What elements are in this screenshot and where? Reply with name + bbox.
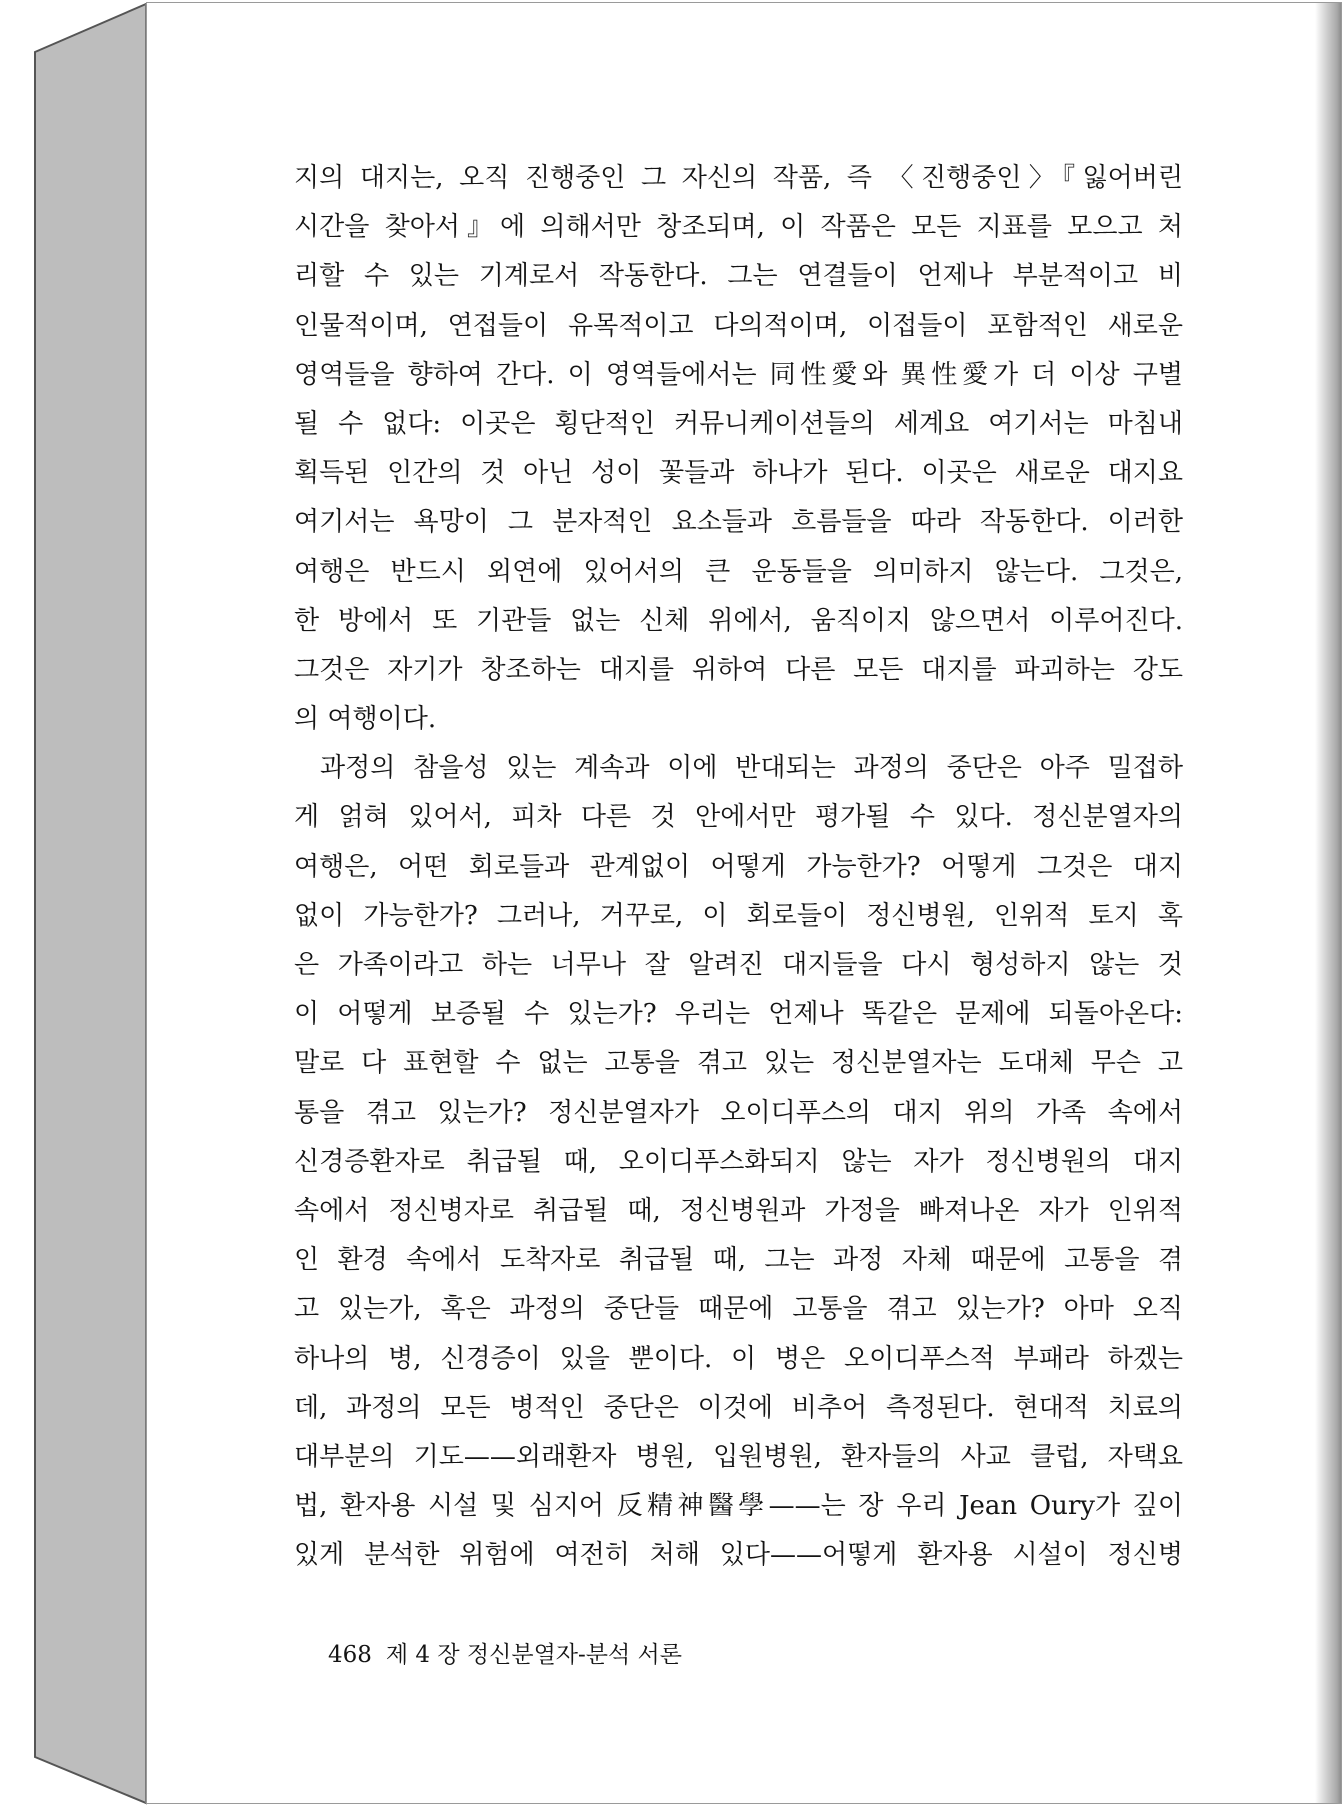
text-line: 은 가족이라고 하는 너무나 잘 알려진 대지들을 다시 형성하지 않는 것: [294, 950, 1183, 980]
text-line: 될 수 없다: 이곳은 횡단적인 커뮤니케이션들의 세계요 여기서는 마침내: [294, 408, 1183, 439]
page-number: 468: [328, 1642, 372, 1668]
text-line: 통을 겪고 있는가? 정신분열자가 오이디푸스의 대지 위의 가족 속에서: [294, 1097, 1183, 1128]
book-spine: [35, 4, 146, 1803]
paragraph: [294, 744, 1183, 1580]
text-line: 여행은 반드시 외연에 있어서의 큰 운동들을 의미하지 않는다. 그것은,: [294, 556, 1183, 587]
text-line: 지의 대지는, 오직 진행중인 그 자신의 작품, 즉 〈진행중인〉『잃어버린: [294, 163, 1183, 193]
text-line: 법, 환자용 시설 및 심지어 反精神醫學——는 장 우리 Jean Oury가 깊이: [294, 1491, 1183, 1522]
text-line: 여행은, 어떤 회로들과 관계없이 어떻게 가능한가? 어떻게 그것은 대지: [294, 851, 1183, 882]
text-line: 의 여행이다.: [294, 704, 437, 735]
text-line: 신경증환자로 취급될 때, 오이디푸스화되지 않는 자가 정신병원의 대지: [294, 1146, 1183, 1177]
text-line: 있게 분석한 위험에 여전히 처해 있다——어떻게 환자용 시설이 정신병: [294, 1540, 1183, 1571]
text-line: 이 어떻게 보증될 수 있는가? 우리는 언제나 똑같은 문제에 되돌아온다:: [294, 999, 1183, 1030]
text-line: 영역들을 향하여 간다. 이 영역들에서는 同性愛와 異性愛가 더 이상 구별: [294, 359, 1183, 390]
text-line: 게 얽혀 있어서, 피차 다른 것 안에서만 평가될 수 있다. 정신분열자의: [294, 802, 1183, 833]
text-line: 시간을 찾아서』에 의해서만 창조되며, 이 작품은 모든 지표를 모으고 처: [294, 212, 1183, 243]
text-line: 인물적이며, 연접들이 유목적이고 다의적이며, 이접들이 포함적인 새로운: [294, 310, 1183, 341]
page-body-text: [294, 154, 1183, 1580]
text-line: 한 방에서 또 기관들 없는 신체 위에서, 움직이지 않으면서 이루어진다.: [294, 605, 1183, 636]
text-line: 데, 과정의 모든 병적인 중단은 이것에 비추어 측정된다. 현대적 치료의: [294, 1392, 1183, 1423]
text-line: 그것은 자기가 창조하는 대지를 위하여 다른 모든 대지를 파괴하는 강도: [294, 654, 1183, 685]
text-line: 속에서 정신병자로 취급될 때, 정신병원과 가정을 빠져나온 자가 인위적: [294, 1195, 1183, 1226]
text-line: 여기서는 욕망이 그 분자적인 요소들과 흐름들을 따라 작동한다. 이러한: [294, 507, 1183, 538]
text-line: 획득된 인간의 것 아닌 성이 꽃들과 하나가 된다. 이곳은 새로운 대지요: [294, 458, 1183, 489]
text-line: 말로 다 표현할 수 없는 고통을 겪고 있는 정신분열자는 도대체 무슨 고: [294, 1048, 1183, 1079]
paragraph: [294, 154, 1183, 744]
text-line: 대부분의 기도——외래환자 병원, 입원병원, 환자들의 사교 클럽, 자택요: [294, 1441, 1183, 1472]
text-line: 인 환경 속에서 도착자로 취급될 때, 그는 과정 자체 때문에 고통을 겪: [294, 1245, 1183, 1276]
text-line: 하나의 병, 신경증이 있을 뿐이다. 이 병은 오이디푸스적 부패라 하겠는: [294, 1343, 1183, 1374]
running-head: 제 4 장 정신분열자-분석 서론: [385, 1642, 682, 1668]
text-line: 없이 가능한가? 그러나, 거꾸로, 이 회로들이 정신병원, 인위적 토지 혹: [294, 900, 1183, 931]
text-line: 과정의 참을성 있는 계속과 이에 반대되는 과정의 중단은 아주 밀접하: [320, 753, 1183, 784]
page-edge-shadow: [1315, 3, 1341, 1803]
text-line: 리할 수 있는 기계로서 작동한다. 그는 연결들이 언제나 부분적이고 비: [294, 261, 1183, 292]
text-line: 고 있는가, 혹은 과정의 중단들 때문에 고통을 겪고 있는가? 아마 오직: [294, 1294, 1183, 1325]
page-footer: [328, 1640, 682, 1670]
